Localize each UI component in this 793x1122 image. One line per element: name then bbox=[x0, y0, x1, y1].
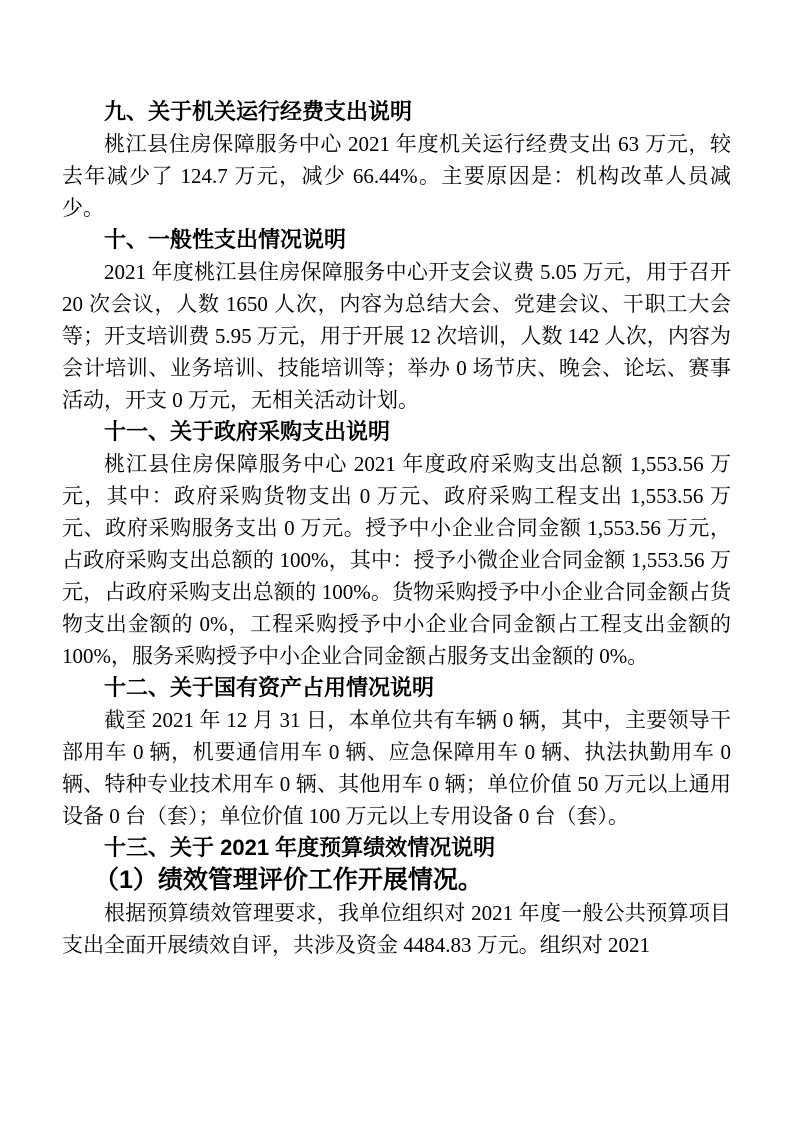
section-budget-performance bbox=[62, 832, 731, 961]
section-state-owned-assets bbox=[62, 672, 731, 832]
section-heading: 十三、关于 2021 年度预算绩效情况说明 bbox=[104, 835, 496, 860]
section-subheading: （1）绩效管理评价工作开展情况。 bbox=[94, 866, 483, 894]
section-heading: 十一、关于政府采购支出说明 bbox=[104, 419, 391, 444]
section-paragraph: 桃江县住房保障服务中心 2021 年度政府采购支出总额 1,553.56 万元，其中：政府采购货物支出 0 万元、政府采购工程支出 1,553.56 万元、政府采购服务支出 0 万元。授予中小企业合同金额 1,553.56 万元，占政府采购支出总额的 100%，其中：授予小微企业合同金额 1,553.56 万元，占政府采购支出总额的 100%。货物采购授予中小企业合同金额占货物支出金额的 0%，工程采购授予中小企业合同金额占工程支出金额的 100%，服务采购授予中小企业合同金额占服务支出金额的 0%。 bbox=[62, 452, 731, 668]
section-paragraph: 桃江县住房保障服务中心 2021 年度机关运行经费支出 63 万元，较去年减少了 124.7 万元，减少 66.44%。主要原因是：机构改革人员减少。 bbox=[62, 132, 731, 220]
section-agency-operating-expense bbox=[62, 96, 731, 224]
section-paragraph: 2021 年度桃江县住房保障服务中心开支会议费 5.05 万元，用于召开 20 次会议，人数 1650 人次，内容为总结大会、党建会议、干职工大会等；开支培训费 5.95 万元，用于开展 12 次培训，人数 142 人次，内容为会计培训、业务培训、技能培训等；举办 0 场节庆、晚会、论坛、赛事活动，开支 0 万元，无相关活动计划。 bbox=[62, 260, 731, 412]
section-heading: 十二、关于国有资产占用情况说明 bbox=[104, 675, 435, 700]
section-heading: 十、一般性支出情况说明 bbox=[104, 227, 347, 252]
section-government-procurement bbox=[62, 416, 731, 672]
section-heading: 九、关于机关运行经费支出说明 bbox=[104, 99, 413, 124]
section-paragraph: 截至 2021 年 12 月 31 日，本单位共有车辆 0 辆，其中，主要领导干部用车 0 辆，机要通信用车 0 辆、应急保障用车 0 辆、执法执勤用车 0 辆、特种专业技术用车 0 辆、其他用车 0 辆；单位价值 50 万元以上通用设备 0 台（套）；单位价值 100 万元以上专用设备 0 台（套）。 bbox=[62, 708, 731, 828]
section-paragraph: 根据预算绩效管理要求，我单位组织对 2021 年度一般公共预算项目支出全面开展绩效自评，共涉及资金 4484.83 万元。组织对 2021 bbox=[62, 901, 731, 957]
section-general-expenditure bbox=[62, 224, 731, 416]
